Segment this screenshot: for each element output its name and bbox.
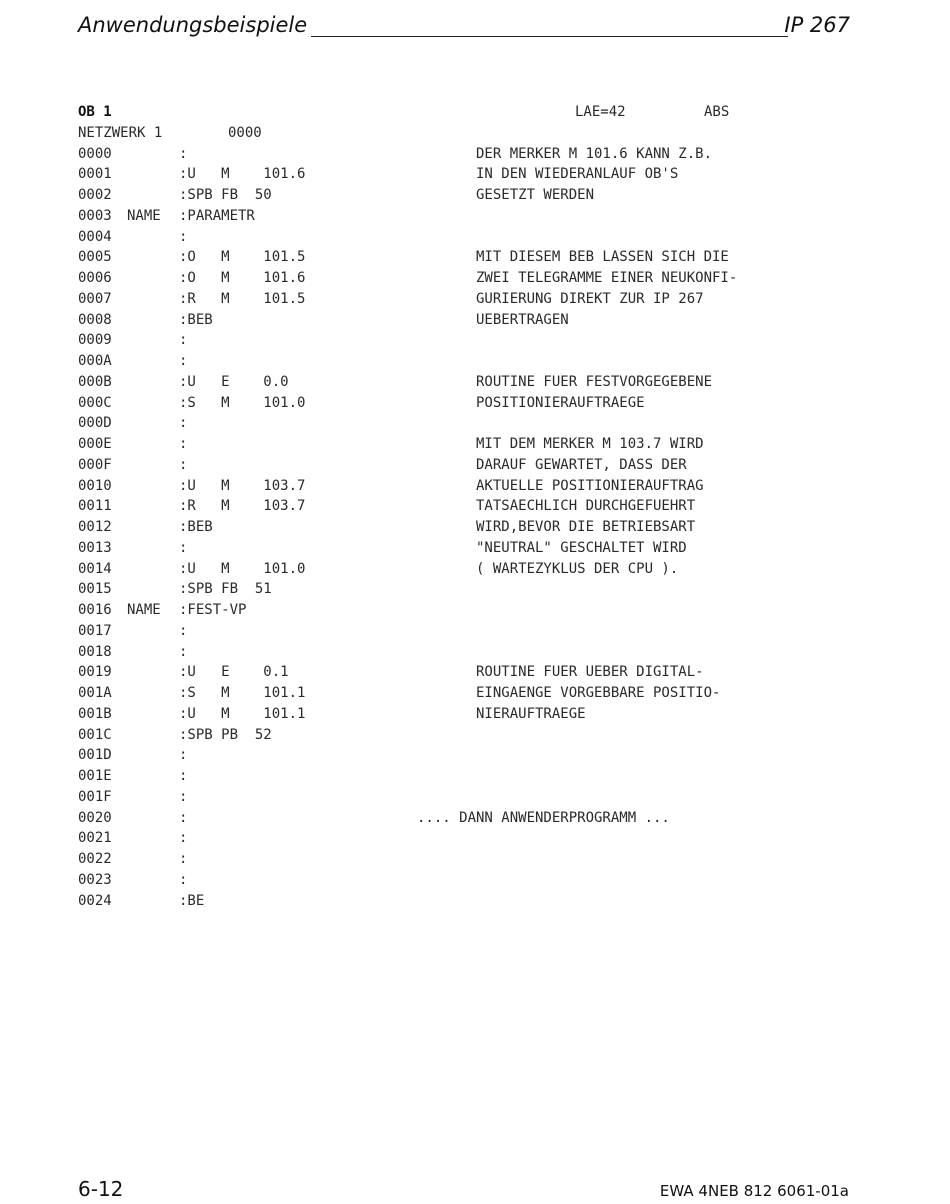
line-address: 0000 bbox=[78, 145, 112, 162]
code-line bbox=[78, 683, 798, 704]
line-instruction: : bbox=[179, 228, 188, 245]
line-instruction: :PARAMETR bbox=[179, 207, 255, 224]
network-label: NETZWERK 1 bbox=[78, 124, 163, 141]
code-line bbox=[78, 330, 798, 351]
line-instruction: :U E 0.0 bbox=[179, 373, 289, 390]
line-address: 0011 bbox=[78, 498, 112, 515]
section-title: Anwendungsbeispiele bbox=[78, 10, 311, 40]
line-comment: IN DEN WIEDERANLAUF OB'S bbox=[476, 166, 679, 183]
line-instruction: :O M 101.6 bbox=[179, 270, 306, 286]
line-instruction: :SPB FB 50 bbox=[179, 187, 272, 203]
code-line bbox=[78, 496, 798, 517]
block-header-row bbox=[78, 102, 798, 123]
line-address: 001E bbox=[78, 768, 112, 784]
code-line bbox=[78, 206, 798, 227]
line-instruction: : bbox=[179, 353, 188, 369]
code-line bbox=[78, 351, 798, 372]
code-line bbox=[78, 517, 798, 538]
line-address: 0018 bbox=[78, 643, 112, 660]
line-comment: MIT DIESEM BEB LASSEN SICH DIE bbox=[476, 249, 729, 266]
line-address: 0006 bbox=[78, 270, 112, 286]
code-line bbox=[78, 662, 798, 683]
code-line bbox=[78, 870, 798, 891]
line-comment: ( WARTEZYKLUS DER CPU ). bbox=[476, 560, 679, 577]
line-address: 0005 bbox=[78, 249, 112, 266]
line-address: 0017 bbox=[78, 622, 112, 639]
line-address: 0007 bbox=[78, 290, 112, 307]
line-instruction: :U E 0.1 bbox=[179, 664, 289, 681]
program-listing bbox=[78, 102, 798, 911]
line-address: 0020 bbox=[78, 809, 112, 826]
code-line bbox=[78, 828, 798, 849]
line-address: 000B bbox=[78, 373, 112, 390]
line-instruction: : bbox=[179, 851, 188, 867]
line-instruction: :R M 103.7 bbox=[179, 498, 306, 515]
line-instruction: : bbox=[179, 747, 188, 764]
line-comment: UEBERTRAGEN bbox=[476, 311, 569, 328]
line-instruction: : bbox=[179, 809, 188, 826]
line-instruction: : bbox=[179, 788, 188, 805]
code-line bbox=[78, 642, 798, 663]
line-instruction: : bbox=[179, 415, 188, 432]
line-instruction: : bbox=[179, 622, 188, 639]
line-address: 0010 bbox=[78, 477, 112, 494]
line-instruction: : bbox=[179, 871, 188, 888]
block-length: LAE=42 bbox=[575, 104, 626, 120]
line-comment: ROUTINE FUER FESTVORGEGEBENE bbox=[476, 373, 713, 390]
product-title: IP 267 bbox=[784, 13, 850, 37]
line-instruction: : bbox=[179, 539, 188, 556]
line-address: 000C bbox=[78, 394, 112, 411]
code-line bbox=[78, 227, 798, 248]
network-header-row bbox=[78, 123, 798, 144]
line-address: 001A bbox=[78, 685, 112, 701]
line-address: 0014 bbox=[78, 560, 112, 577]
line-address: 0001 bbox=[78, 166, 112, 183]
line-instruction: :BEB bbox=[179, 311, 213, 328]
line-comment: "NEUTRAL" GESCHALTET WIRD bbox=[476, 539, 687, 556]
line-comment: EINGAENGE VORGEBBARE POSITIO- bbox=[476, 685, 721, 701]
line-address: 0019 bbox=[78, 664, 112, 681]
line-address: 001C bbox=[78, 726, 112, 743]
line-address: 001D bbox=[78, 747, 112, 764]
line-address: 0021 bbox=[78, 830, 112, 847]
line-instruction: :S M 101.0 bbox=[179, 394, 306, 411]
code-line bbox=[78, 787, 798, 808]
line-instruction: :U M 103.7 bbox=[179, 477, 306, 494]
code-line bbox=[78, 766, 798, 787]
document-id: EWA 4NEB 812 6061-01a bbox=[659, 1182, 849, 1200]
header-rule bbox=[296, 36, 788, 37]
code-line bbox=[78, 164, 798, 185]
code-line bbox=[78, 268, 798, 289]
line-instruction: :U M 101.1 bbox=[179, 705, 306, 722]
line-comment: DARAUF GEWARTET, DASS DER bbox=[476, 456, 687, 473]
line-address: 0023 bbox=[78, 871, 112, 888]
line-address: 001B bbox=[78, 705, 112, 722]
program-note: .... DANN ANWENDERPROGRAMM ... bbox=[417, 809, 670, 826]
line-instruction: : bbox=[179, 643, 188, 660]
code-line bbox=[78, 600, 798, 621]
page-header bbox=[78, 10, 850, 40]
line-address: 0016 bbox=[78, 602, 112, 618]
line-instruction: :U M 101.6 bbox=[179, 166, 306, 183]
code-line bbox=[78, 891, 798, 912]
code-line bbox=[78, 538, 798, 559]
line-address: 0012 bbox=[78, 519, 112, 535]
line-address: 001F bbox=[78, 788, 112, 805]
code-line bbox=[78, 413, 798, 434]
code-line bbox=[78, 310, 798, 331]
line-comment: WIRD,BEVOR DIE BETRIEBSART bbox=[476, 519, 696, 535]
line-comment: ROUTINE FUER UEBER DIGITAL- bbox=[476, 664, 704, 681]
code-line bbox=[78, 559, 798, 580]
line-instruction: : bbox=[179, 145, 188, 162]
line-address: 0013 bbox=[78, 539, 112, 556]
line-address: 000D bbox=[78, 415, 112, 432]
line-instruction: :SPB FB 51 bbox=[179, 581, 272, 598]
line-instruction: :O M 101.5 bbox=[179, 249, 306, 266]
code-line bbox=[78, 434, 798, 455]
code-line bbox=[78, 455, 798, 476]
code-line bbox=[78, 393, 798, 414]
line-address: 0002 bbox=[78, 187, 112, 203]
line-comment: ZWEI TELEGRAMME EINER NEUKONFI- bbox=[476, 270, 738, 286]
line-address: 000A bbox=[78, 353, 112, 369]
line-comment: NIERAUFTRAEGE bbox=[476, 705, 586, 722]
code-line bbox=[78, 579, 798, 600]
code-line bbox=[78, 185, 798, 206]
page-number: 6-12 bbox=[78, 1177, 124, 1201]
line-address: 0008 bbox=[78, 311, 112, 328]
line-comment: TATSAECHLICH DURCHGEFUEHRT bbox=[476, 498, 696, 515]
line-instruction: : bbox=[179, 830, 188, 847]
code-line bbox=[78, 745, 798, 766]
line-instruction: :S M 101.1 bbox=[179, 685, 306, 701]
line-instruction: :R M 101.5 bbox=[179, 290, 306, 307]
block-mode: ABS bbox=[704, 104, 730, 120]
line-address: 0003 bbox=[78, 207, 112, 224]
code-line bbox=[78, 849, 798, 870]
network-number: 0000 bbox=[228, 124, 262, 141]
code-line bbox=[78, 621, 798, 642]
code-line bbox=[78, 247, 798, 268]
code-lines bbox=[78, 144, 798, 912]
line-instruction: : bbox=[179, 332, 188, 349]
line-instruction: :SPB PB 52 bbox=[179, 726, 272, 743]
code-line bbox=[78, 476, 798, 497]
code-line bbox=[78, 289, 798, 310]
line-comment: AKTUELLE POSITIONIERAUFTRAG bbox=[476, 477, 704, 494]
line-comment: DER MERKER M 101.6 KANN Z.B. bbox=[476, 145, 713, 162]
block-name: OB 1 bbox=[78, 104, 112, 120]
line-address: 0024 bbox=[78, 892, 112, 909]
line-instruction: :U M 101.0 bbox=[179, 560, 306, 577]
line-address: 0015 bbox=[78, 581, 112, 598]
code-line bbox=[78, 808, 798, 829]
line-name-keyword: NAME bbox=[127, 602, 161, 618]
line-address: 0009 bbox=[78, 332, 112, 349]
line-instruction: : bbox=[179, 768, 188, 784]
line-address: 000E bbox=[78, 436, 112, 452]
line-instruction: :FEST-VP bbox=[179, 602, 247, 618]
line-name-keyword: NAME bbox=[127, 207, 161, 224]
line-instruction: : bbox=[179, 456, 188, 473]
line-comment: MIT DEM MERKER M 103.7 WIRD bbox=[476, 436, 704, 452]
code-line bbox=[78, 725, 798, 746]
code-line bbox=[78, 144, 798, 165]
line-comment: POSITIONIERAUFTRAEGE bbox=[476, 394, 645, 411]
line-comment: GESETZT WERDEN bbox=[476, 187, 595, 203]
code-line bbox=[78, 372, 798, 393]
line-address: 000F bbox=[78, 456, 112, 473]
line-address: 0022 bbox=[78, 851, 112, 867]
line-instruction: : bbox=[179, 436, 188, 452]
line-comment: GURIERUNG DIREKT ZUR IP 267 bbox=[476, 290, 704, 307]
code-line bbox=[78, 704, 798, 725]
line-instruction: :BEB bbox=[179, 519, 213, 535]
line-instruction: :BE bbox=[179, 892, 205, 909]
line-address: 0004 bbox=[78, 228, 112, 245]
